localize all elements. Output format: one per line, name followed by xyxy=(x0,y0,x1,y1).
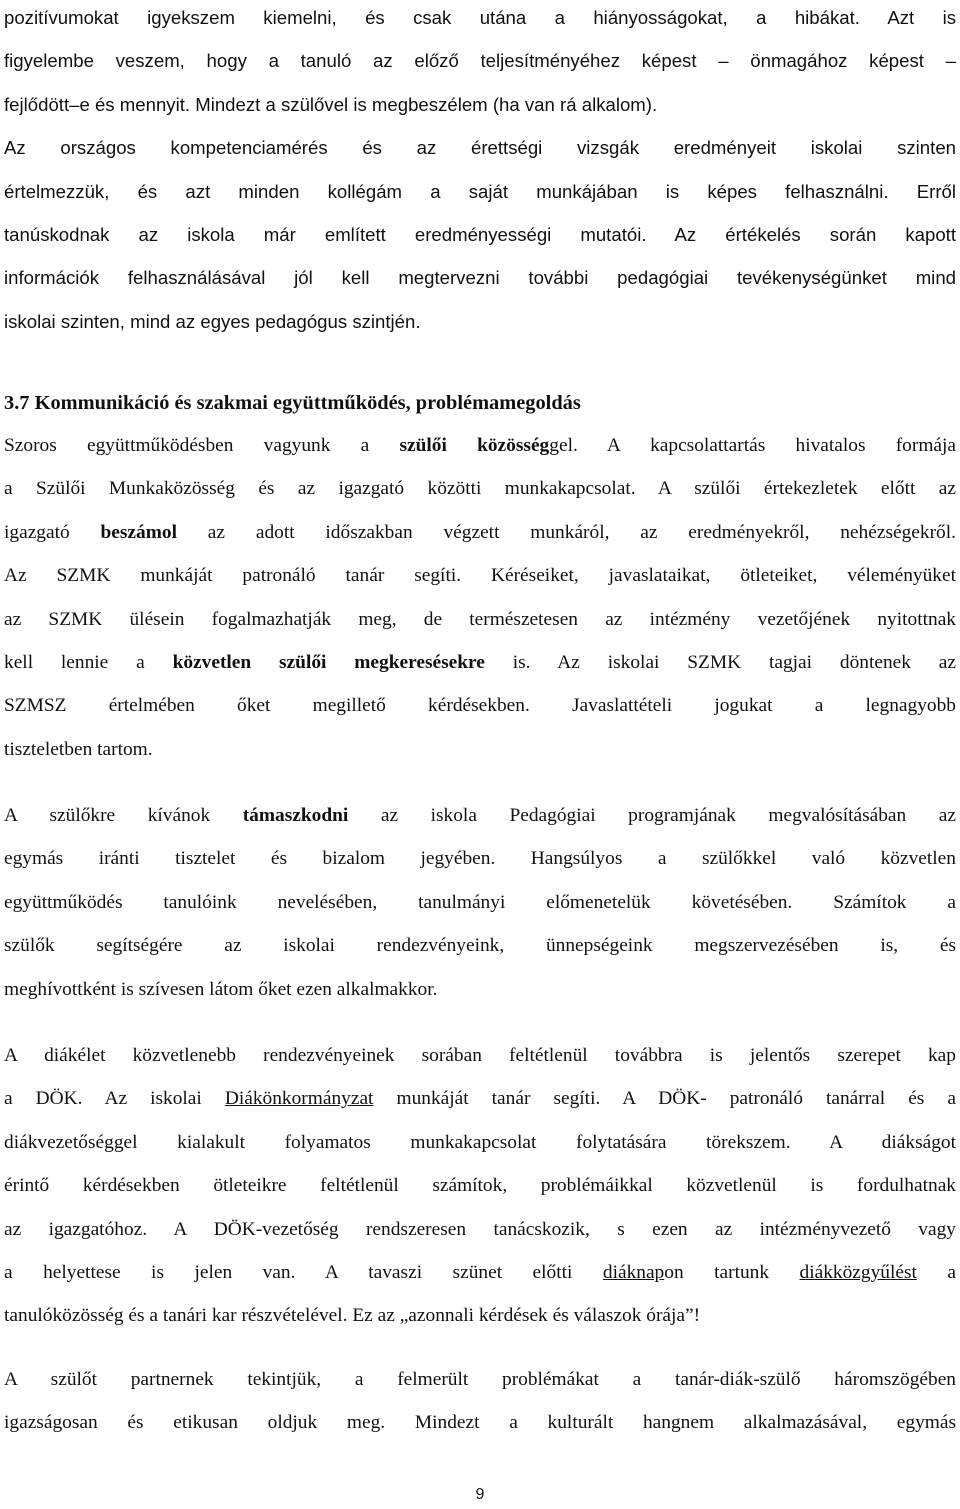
text-line: figyelembe veszem, hogy a tanuló az előző teljesítményéhez képest – önmagához képest – xyxy=(4,50,956,72)
text-run: Szoros együttműködésben vagyunk a xyxy=(4,435,400,456)
text-run: a xyxy=(916,1261,956,1283)
text-line xyxy=(4,1077,956,1120)
section-heading: 3.7 Kommunikáció és szakmai együttműködés, problémamegoldás xyxy=(4,392,581,414)
text-line xyxy=(4,641,956,684)
text-line: tanúskodnak az iskola már említett eredményességi mutatói. Az értékelés során kapott xyxy=(4,223,956,245)
text-line xyxy=(4,1251,956,1294)
bold-text: beszámol xyxy=(100,521,177,543)
text-line xyxy=(4,424,956,467)
partnership-paragraph xyxy=(4,1358,956,1445)
text-run: kell lennie a xyxy=(4,651,173,673)
text-line: a Szülői Munkaközösség és az igazgató közötti munkakapcsolat. A szülői értekezletek előtt az xyxy=(4,478,956,500)
text-line: meghívottként is szívesen látom őket ezen alkalmakkor. xyxy=(4,978,438,1000)
text-run: munkáját tanár segíti. A DÖK- patronáló tanárral és a xyxy=(373,1088,956,1110)
text-line: SZMSZ értelmében őket megillető kérdésekben. Javaslattételi jogukat a legnagyobb xyxy=(4,695,956,717)
text-line: egymás iránti tisztelet és bizalom jegyében. Hangsúlyos a szülőkkel való közvetlen xyxy=(4,848,956,870)
text-run: on tartunk xyxy=(664,1261,800,1283)
text-line: szülők segítségére az iskolai rendezvényeink, ünnepségeink megszervezésében is, és xyxy=(4,935,956,957)
underlined-text: diákközgyűlést xyxy=(799,1261,917,1283)
text-line: tanulóközösség és a tanári kar részvételével. Ez az „azonnali kérdések és válaszok órája”! xyxy=(4,1305,701,1327)
text-line: tiszteletben tartom. xyxy=(4,738,153,760)
text-run: az iskola Pedagógiai programjának megvalósításában az xyxy=(348,805,956,826)
text-line: A szülőt partnernek tekintjük, a felmerült problémákat a tanár-diák-szülő háromszögében xyxy=(4,1369,956,1390)
text-run: is. Az iskolai SZMK tagjai döntenek az xyxy=(484,651,956,673)
parents-paragraph xyxy=(4,424,956,771)
text-line: az igazgatóhoz. A DÖK-vezetőség rendszeresen tanácskozik, s ezen az intézményvezető vagy xyxy=(4,1218,956,1240)
text-line: az SZMK ülésein fogalmazhatják meg, de természetesen az intézmény vezetőjének nyitottnak xyxy=(4,608,956,630)
text-run: A szülőkre kívánok xyxy=(4,805,243,826)
parent-support-paragraph xyxy=(4,794,956,1011)
bold-text: közvetlen szülői megkeresésekre xyxy=(172,651,485,673)
text-run: a DÖK. Az iskolai xyxy=(4,1088,225,1110)
underlined-text: Diákönkormányzat xyxy=(224,1088,374,1110)
text-line: fejlődött–e és mennyit. Mindezt a szülővel is megbeszélem (ha van rá alkalom). xyxy=(4,93,658,115)
text-line: együttműködés tanulóink nevelésében, tanulmányi előmenetelük követésében. Számítok a xyxy=(4,891,956,913)
underlined-text: diáknap xyxy=(602,1261,665,1283)
text-run: gel. A kapcsolattartás hivatalos formája xyxy=(549,435,956,456)
text-line: érintő kérdésekben ötleteikre feltétlenül számítok, problémáikkal közvetlenül is fordulhatnak xyxy=(4,1175,956,1197)
text-line: diákvezetőséggel kialakult folyamatos munkakapcsolat folytatására törekszem. A diákságot xyxy=(4,1131,956,1153)
page-number: 9 xyxy=(475,1486,485,1503)
bold-text: szülői közösség xyxy=(399,435,550,456)
text-line: Az országos kompetenciamérés és az érettségi vizsgák eredményeit iskolai szinten xyxy=(4,137,956,159)
text-line: pozitívumokat igyekszem kiemelni, és csak utána a hiányosságokat, a hibákat. Azt is xyxy=(4,7,956,28)
text-run: a helyettese is jelen van. A tavaszi szünet előtti xyxy=(4,1261,603,1283)
text-line: igazságosan és etikusan oldjuk meg. Mindezt a kulturált hangnem alkalmazásával, egymás xyxy=(4,1412,956,1434)
text-line xyxy=(4,511,956,554)
intro-paragraph xyxy=(4,0,956,343)
bold-text: támaszkodni xyxy=(242,805,349,826)
student-council-paragraph xyxy=(4,1034,956,1338)
text-run: az adott időszakban végzett munkáról, az eredményekről, nehézségekről. xyxy=(176,521,956,543)
text-line: Az SZMK munkáját patronáló tanár segíti. Kéréseiket, javaslataikat, ötleteiket, véleményüket xyxy=(4,565,956,587)
text-line xyxy=(4,794,956,837)
text-run: igazgató xyxy=(4,521,101,543)
text-line: iskolai szinten, mind az egyes pedagógus szintjén. xyxy=(4,310,421,332)
text-line: értelmezzük, és azt minden kollégám a saját munkájában is képes felhasználni. Erről xyxy=(4,180,956,202)
text-line: A diákélet közvetlenebb rendezvényeinek sorában feltétlenül továbbra is jelentős szerepet kap xyxy=(4,1045,956,1066)
text-line: információk felhasználásával jól kell megtervezni további pedagógiai tevékenységünket mind xyxy=(4,267,956,289)
